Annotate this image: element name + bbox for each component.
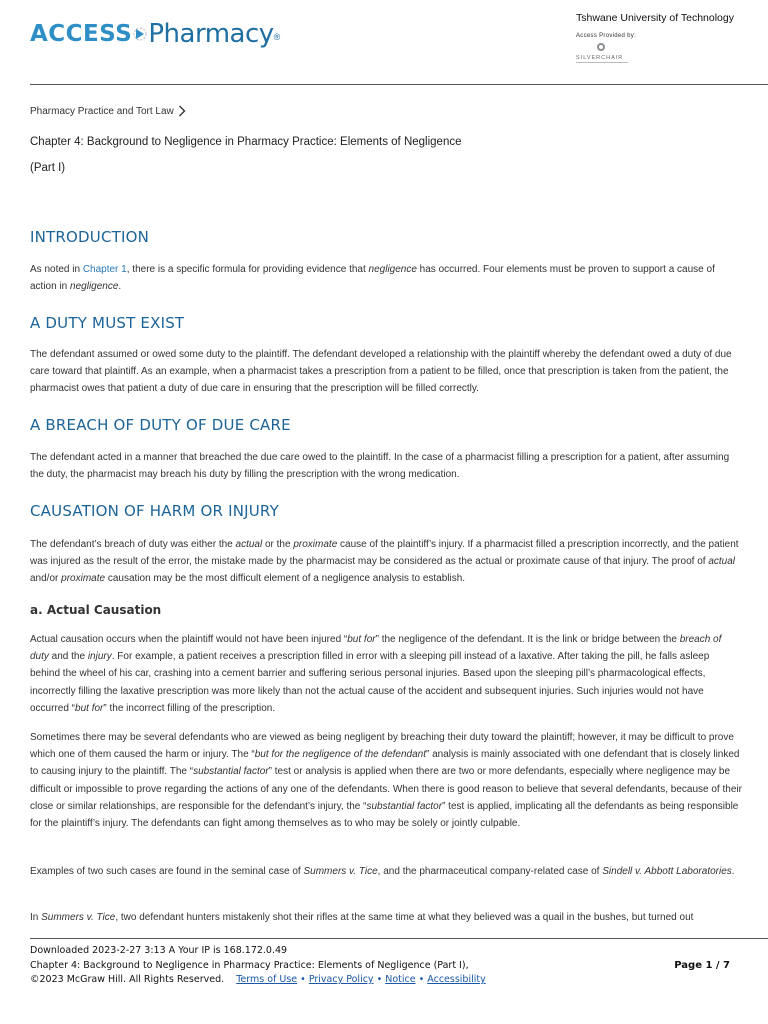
breadcrumb-label[interactable]: Pharmacy Practice and Tort Law [30, 105, 174, 117]
chapter-title: Chapter 4: Background to Negligence in Pharmacy Practice: Elements of Negligence [30, 136, 462, 148]
logo-brand: ACCESS [30, 21, 133, 47]
paragraph-actual-causation-4: In Summers v. Tice, two defendant hunters mistakenly shot their rifles at the same time at what they believed was a quail in the bushes, but turned out [30, 912, 694, 923]
institution-name: Tshwane University of Technology [576, 12, 734, 24]
heading-causation: CAUSATION OF HARM OR INJURY [30, 502, 279, 520]
logo-registered-mark: ® [273, 32, 281, 42]
chapter-part: (Part I) [30, 162, 66, 174]
paragraph-actual-causation-2: Sometimes there may be several defendants who are viewed as being negligent by breaching their duty toward the plaintiff; however, it may be difficult to prove which one of them caused the harm or injury. The “but for the negligence of the defendant” analysis is mainly associated with one defendant that is closely linked to causing injury to the plaintiff. The “substantial factor” test or analysis is applied when there are two or more defendants, especially where negligence may be difficult or impossible to prove regarding the actions of any one of the defendants. When there is good reason to believe that several defendants, because of their close or similar relationships, are responsible for the defendant’s injury, the “substantial factor” test is applied, implicating all the defendants as being responsible for the plaintiff’s injury. The defendants can fight among themselves as to who may be solely or jointly culpable. [30, 732, 742, 830]
footer-copyright: ©2023 McGraw Hill. All Rights Reserved. [30, 974, 225, 985]
silverchair-logo-icon [596, 42, 606, 52]
footer-separator: • [418, 974, 425, 985]
provider-tagline-line [576, 62, 628, 63]
paragraph-introduction: As noted in Chapter 1, there is a specific formula for providing evidence that negligence has occurred. Four elements must be proven to support a cause of action in negligence. [30, 264, 715, 293]
access-pharmacy-logo[interactable] [30, 14, 280, 54]
accessibility-link[interactable]: Accessibility [427, 974, 486, 985]
footer-downloaded: Downloaded 2023-2-27 3:13 A Your IP is 168.172.0.49 [30, 945, 288, 956]
chapter-1-link[interactable]: Chapter 1 [82, 264, 127, 275]
provider-name: SILVERCHAIR [576, 55, 624, 61]
footer-divider [30, 938, 768, 939]
heading-breach-of-duty: A BREACH OF DUTY OF DUE CARE [30, 416, 291, 434]
chevron-right-icon [178, 105, 186, 117]
footer-separator: • [376, 974, 383, 985]
privacy-policy-link[interactable]: Privacy Policy [308, 974, 374, 985]
footer-chapter-line: Chapter 4: Background to Negligence in Pharmacy Practice: Elements of Negligence (Part I), [30, 960, 469, 971]
breadcrumb[interactable] [30, 105, 186, 117]
header-divider [30, 84, 768, 85]
paragraph-actual-causation-1: Actual causation occurs when the plaintiff would not have been injured “but for” the negligence of the defendant. It is the link or bridge between the breach of duty and the injury. For example, a patient receives a prescription filled in error with a sleeping pill instead of a laxative. After taking the pill, he falls asleep behind the wheel of his car, crashing into a cement barrier and suffering serious personal injuries. Based upon the sleeping pill’s pharmacological effects, incorrectly filling the laxative prescription was more likely than not the actual cause of the accident and subsequent injuries. Such injuries would not have occurred “but for” the incorrect filling of the prescription. [30, 634, 722, 714]
provided-by-label: Access Provided by: [576, 33, 637, 39]
heading-duty-must-exist: A DUTY MUST EXIST [30, 314, 185, 332]
logo-product: Pharmacy [148, 19, 274, 49]
logo-arrow-icon [133, 22, 147, 46]
heading-actual-causation: a. Actual Causation [30, 603, 162, 617]
terms-of-use-link[interactable]: Terms of Use [236, 974, 298, 985]
page-number: Page 1 / 7 [674, 960, 730, 971]
notice-link[interactable]: Notice [385, 974, 416, 985]
footer-separator: • [300, 974, 306, 985]
paragraph-causation: The defendant’s breach of duty was either the actual or the proximate cause of the plaintiff’s injury. If a pharmacist filled a prescription incorrectly, and the patient was injured as the result of the error, the mistake made by the pharmacist may be considered as the actual or proximate cause of that injury. The proof of actual and/or proximate causation may be the most difficult element of a negligence analysis to establish. [30, 539, 739, 585]
paragraph-actual-causation-3: Examples of two such cases are found in the seminal case of Summers v. Tice, and the pharmaceutical company-related case of Sindell v. Abbott Laboratories. [30, 866, 735, 877]
heading-introduction: INTRODUCTION [30, 228, 150, 246]
footer-legal [30, 974, 486, 985]
paragraph-duty: The defendant assumed or owed some duty to the plaintiff. The defendant developed a relationship with the plaintiff whereby the defendant owed a duty of due care toward that plaintiff. As an example, when a pharmacist takes a prescription from a patient to be filled, once that prescription is taken from the patient, the pharmacist owes that patient a duty of due care in ensuring that the prescription will be filled correctly. [30, 349, 732, 395]
paragraph-breach: The defendant acted in a manner that breached the due care owed to the plaintiff. In the case of a pharmacist filling a prescription for a patient, after assuming the duty, the pharmacist may breach his duty by filling the prescription with the wrong medication. [30, 452, 730, 481]
